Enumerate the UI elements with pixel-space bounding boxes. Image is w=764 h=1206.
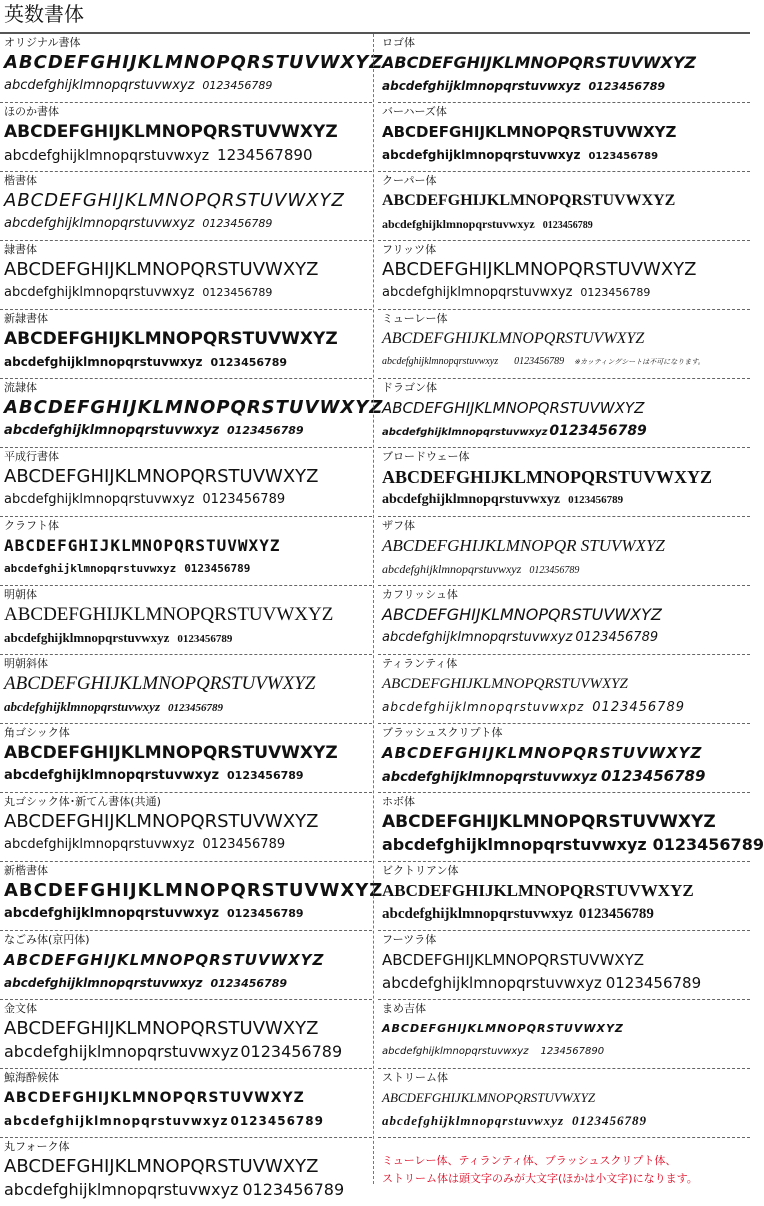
- font-lowercase-sample: [382, 76, 665, 97]
- numbers-text: 0123456789: [202, 837, 286, 852]
- lowercase-text: abcdefghijklmnopqrstuvwxyz: [4, 78, 195, 93]
- font-sample-maru-folk: [0, 1138, 372, 1206]
- font-uppercase-sample: ABCDEFGHIJKLMNOPQRSTUVWXYZ: [382, 467, 713, 487]
- notice-line-1: ミューレー体、ティランティ体、ブラッシュスクリプト体、: [382, 1154, 677, 1167]
- font-name: なごみ体(京円体): [4, 933, 90, 946]
- font-name: ミューレー体: [382, 312, 448, 325]
- font-lowercase-sample: [382, 559, 579, 581]
- lowercase-text: abcdefghijklmnopqrstuvwxyz: [4, 492, 195, 507]
- font-name: クーパー体: [382, 174, 437, 187]
- lowercase-text: abcdefghijklmnopqrstuvwxyz: [4, 768, 220, 783]
- lowercase-text: abcdefghijklmnopqrstuvwxyz: [4, 216, 195, 231]
- font-lowercase-sample: [382, 697, 685, 718]
- font-name: フーツラ体: [382, 933, 437, 946]
- font-lowercase-sample: [382, 1042, 604, 1062]
- font-name: ストリーム体: [382, 1071, 448, 1084]
- font-sample-mincho: [0, 586, 372, 655]
- font-name: 丸ゴシック体･新てん書体(共通): [4, 795, 161, 808]
- left-font-column: [0, 34, 384, 1199]
- font-uppercase-sample: ABCDEFGHIJKLMNOPQRSTUVWXYZ: [4, 397, 384, 418]
- font-name: 丸フォーク体: [4, 1140, 70, 1153]
- font-uppercase-sample: ABCDEFGHIJKLMNOPQRSTUVWXYZ: [4, 673, 316, 694]
- font-name: 新楷書体: [4, 864, 48, 877]
- font-name: 明朝斜体: [4, 657, 48, 670]
- font-lowercase-sample: [4, 766, 304, 786]
- numbers-text: 0123456789: [575, 630, 659, 645]
- font-sample-stream: [378, 1069, 750, 1138]
- font-lowercase-sample: [382, 835, 764, 855]
- numbers-text: 0123456789: [202, 286, 273, 299]
- font-lowercase-sample: [382, 973, 701, 993]
- lowercase-text: abcdefghijklmnopqrstuvwxyz: [382, 79, 581, 93]
- numbers-text: 0123456789: [230, 1114, 324, 1128]
- numbers-text: 1234567890: [217, 146, 313, 164]
- lowercase-text: abcdefghijklmnopqrstuvwxyz: [4, 906, 220, 921]
- font-uppercase-sample: ABCDEFGHIJKLMNOPQRSTUVWXYZ: [4, 1090, 305, 1106]
- font-lowercase-sample: [4, 214, 272, 234]
- page-title: 英数書体: [4, 2, 84, 26]
- font-name: ティランティ体: [382, 657, 458, 670]
- lowercase-text: abcdefghijklmnopqrstuvwxyz: [382, 1046, 529, 1057]
- font-uppercase-sample: ABCDEFGHIJKLMNOPQRSTUVWXYZ: [382, 1022, 624, 1035]
- font-lowercase-sample: [4, 490, 285, 510]
- font-name: ブロードウェー体: [382, 450, 470, 463]
- font-uppercase-sample: ABCDEFGHIJKLMNOPQRSTUVWXYZ: [382, 192, 676, 209]
- font-sample-mamekichi: [378, 1000, 750, 1069]
- font-uppercase-sample: ABCDEFGHIJKLMNOPQRSTUVWXYZ: [382, 812, 716, 832]
- numbers-text: 0123456789: [592, 700, 685, 715]
- font-uppercase-sample: ABCDEFGHIJKLMNOPQRSTUVWXYZ: [4, 880, 384, 901]
- font-uppercase-sample: ABCDEFGHIJKLMNOPQRSTUVWXYZ: [382, 951, 645, 969]
- font-name: バーハーズ体: [382, 105, 447, 118]
- font-sample-dragon: [378, 379, 750, 448]
- font-uppercase-sample: ABCDEFGHIJKLMNOPQRSTUVWXYZ: [382, 744, 703, 762]
- font-uppercase-sample: ABCDEFGHIJKLMNOPQRSTUVWXYZ: [382, 605, 662, 624]
- font-sample-cooper: [378, 172, 750, 241]
- font-sample-logo: [378, 34, 750, 103]
- font-lowercase-sample: [382, 214, 593, 236]
- numbers-text: 1234567890: [540, 1046, 605, 1057]
- font-sample-craft: [0, 517, 372, 586]
- font-lowercase-sample: [4, 352, 287, 373]
- font-lowercase-sample: [4, 559, 250, 579]
- font-name: カフリッシュ体: [382, 588, 458, 601]
- font-sample-kaisho: [0, 172, 372, 241]
- font-sample-broadway: [378, 448, 750, 517]
- font-sample-brush-script: [378, 724, 750, 793]
- font-lowercase-sample: [4, 145, 312, 166]
- font-uppercase-sample: ABCDEFGHIJKLMNOPQRSTUVWXYZ: [382, 53, 697, 72]
- lowercase-text: abcdefghijklmnopqrstuvwxyz: [4, 699, 161, 714]
- numbers-text: 0123456789: [588, 80, 666, 93]
- font-lowercase-sample: [4, 1180, 344, 1200]
- font-uppercase-sample: ABCDEFGHIJKLMNOPQR STUVWXYZ: [382, 536, 665, 555]
- lowercase-text: abcdefghijklmnopqrstuvwxyz: [382, 285, 573, 300]
- lowercase-text: abcdefghijklmnopqrstuvwxyz: [382, 770, 598, 785]
- font-name: ブラッシュスクリプト体: [382, 726, 503, 739]
- font-sample-maru-gothic: [0, 793, 372, 862]
- font-lowercase-sample: [4, 973, 287, 994]
- font-name: 鯨海酔候体: [4, 1071, 59, 1084]
- font-lowercase-sample: [382, 904, 654, 924]
- font-name: フリッツ体: [382, 243, 437, 256]
- font-sample-barhaus: [378, 103, 750, 172]
- font-sample-mincho-italic: [0, 655, 372, 724]
- font-lowercase-sample: [4, 1042, 342, 1062]
- font-sample-futura: [378, 931, 750, 1000]
- numbers-text: 0123456789: [240, 1042, 343, 1061]
- font-lowercase-sample: [382, 490, 623, 510]
- font-sample-grid: [0, 34, 764, 1199]
- lowercase-text: abcdefghijklmnopqrstuvwxyz: [4, 630, 170, 645]
- font-uppercase-sample: ABCDEFGHIJKLMNOPQRSTUVWXYZ: [4, 329, 338, 349]
- font-name: ロゴ体: [382, 36, 415, 49]
- font-sample-ryurei: [0, 379, 384, 448]
- font-sample-reisho: [0, 241, 372, 310]
- font-name: ザフ体: [382, 519, 415, 532]
- font-uppercase-sample: ABCDEFGHIJKLMNOPQRSTUVWXYZ: [382, 1090, 596, 1105]
- numbers-text: 0123456789: [588, 151, 659, 162]
- lowercase-text: abcdefghijklmnopqrstuvwxyz: [382, 217, 535, 231]
- font-uppercase-sample: ABCDEFGHIJKLMNOPQRSTUVWXYZ: [4, 1156, 319, 1177]
- font-uppercase-sample: ABCDEFGHIJKLMNOPQRSTUVWXYZ: [382, 123, 677, 141]
- font-lowercase-sample: [4, 904, 304, 924]
- font-name: クラフト体: [4, 519, 59, 532]
- font-name: 明朝体: [4, 588, 37, 601]
- notice-text: [382, 1152, 698, 1188]
- numbers-text: 0123456789: [578, 906, 654, 922]
- font-lowercase-sample: [382, 283, 650, 303]
- font-sample-shinreisho: [0, 310, 372, 379]
- lowercase-text: abcdefghijklmnopqrstuvwxyz: [4, 1180, 239, 1199]
- lowercase-text: abcdefghijklmnopqrstuvwxyz: [382, 630, 573, 645]
- font-sample-victorian: [378, 862, 750, 931]
- numbers-text: 0123456789: [568, 494, 624, 506]
- numbers-text: 0123456789: [601, 767, 706, 785]
- font-name: まめ吉体: [382, 1002, 426, 1015]
- font-name: 流隷体: [4, 381, 37, 394]
- lowercase-text: abcdefghijklmnopqrstuvwxyz: [4, 1114, 229, 1128]
- lowercase-text: abcdefghijklmnopqrstuvwxyz: [382, 974, 602, 992]
- font-lowercase-sample: [382, 421, 647, 443]
- font-lowercase-sample: [4, 76, 272, 96]
- numbers-text: 0123456789: [652, 835, 764, 854]
- font-uppercase-sample: ABCDEFGHIJKLMNOPQRSTUVWXYZ: [382, 399, 645, 417]
- font-lowercase-sample: [382, 352, 705, 372]
- lowercase-text: abcdefghijklmnopqrstuvwxpz: [382, 700, 585, 714]
- font-uppercase-sample: ABCDEFGHIJKLMNOPQRSTUVWXYZ: [4, 743, 338, 763]
- font-sample-zapf: [378, 517, 750, 586]
- numbers-text: 0123456789: [202, 217, 273, 230]
- font-sample-original: [0, 34, 384, 103]
- font-name: 金文体: [4, 1002, 37, 1015]
- lowercase-text: abcdefghijklmnopqrstuvwxyz: [4, 562, 177, 575]
- font-uppercase-sample: ABCDEFGHIJKLMNOPQRSTUVWXYZ: [4, 122, 338, 142]
- font-sample-kinbun: [0, 1000, 372, 1069]
- numbers-text: 0123456789: [202, 492, 286, 507]
- numbers-text: 0123456789: [542, 220, 593, 231]
- numbers-text: 0123456789: [177, 633, 233, 645]
- column-divider: [373, 34, 374, 1184]
- lowercase-text: abcdefghijklmnopqrstuvwxyz: [382, 906, 573, 922]
- numbers-text: 0123456789: [227, 424, 304, 437]
- font-uppercase-sample: ABCDEFGHIJKLMNOPQRSTUVWXYZ: [4, 259, 319, 280]
- font-sample-fritz: [378, 241, 750, 310]
- font-lowercase-sample: [4, 421, 304, 441]
- font-lowercase-sample: [382, 145, 658, 167]
- font-uppercase-sample: ABCDEFGHIJKLMNOPQRSTUVWXYZ: [4, 466, 319, 487]
- font-lowercase-sample: [382, 628, 658, 648]
- numbers-text: 0123456789: [605, 974, 702, 992]
- font-name: 楷書体: [4, 174, 37, 187]
- lowercase-text: abcdefghijklmnopqrstuvwxyz: [382, 562, 522, 576]
- font-lowercase-sample: [4, 283, 272, 303]
- font-sample-kaku-gothic: [0, 724, 372, 793]
- font-uppercase-sample: ABCDEFGHIJKLMNOPQRSTUVWXYZ: [382, 881, 694, 900]
- lowercase-text: abcdefghijklmnopqrstuvwxyz: [4, 1042, 239, 1061]
- font-uppercase-sample: ABCDEFGHIJKLMNOPQRSTUVWXYZ: [4, 604, 334, 625]
- font-sample-geikai-suikou: [0, 1069, 372, 1138]
- font-sample-heisei-gyosho: [0, 448, 372, 517]
- numbers-text: 0123456789: [242, 1180, 345, 1199]
- lowercase-text: abcdefghijklmnopqrstuvwxyz: [4, 285, 195, 300]
- font-uppercase-sample: ABCDEFGHIJKLMNOPQRSTUVWXYZ: [382, 259, 697, 280]
- lowercase-text: abcdefghijklmnopqrstuvwxyz: [4, 355, 203, 369]
- numbers-text: 0123456789: [227, 907, 304, 920]
- lowercase-text: abcdefghijklmnopqrstuvwxyz: [382, 1113, 565, 1128]
- font-uppercase-sample: ABCDEFGHIJKLMNOPQRSTUVWXYZ: [4, 52, 384, 73]
- lowercase-text: abcdefghijklmnopqrstuvwxyz: [382, 835, 647, 854]
- font-lowercase-sample: [382, 766, 705, 788]
- right-font-column: [378, 34, 764, 1185]
- lowercase-text: abcdefghijklmnopqrstuvwxyz: [382, 492, 561, 507]
- numbers-text: 0123456789: [549, 423, 647, 439]
- lowercase-text: abcdefghijklmnopqrstuvwxyz: [4, 148, 210, 164]
- cutting-sheet-note: ※カッティングシートは不可になります。: [574, 358, 705, 366]
- font-uppercase-sample: ABCDEFGHIJKLMNOPQRSTUVWXYZ: [382, 330, 645, 347]
- numbers-text: 0123456789: [184, 562, 251, 575]
- font-sample-shin-kaisho: [0, 862, 384, 931]
- numbers-text: 0123456789: [529, 565, 580, 576]
- numbers-text: 0123456789: [202, 79, 273, 92]
- font-uppercase-sample: ABCDEFGHIJKLMNOPQRSTUVWXYZ: [4, 190, 345, 211]
- lowercase-text: abcdefghijklmnopqrstuvwxyz: [382, 427, 548, 438]
- font-name: ドラゴン体: [382, 381, 437, 394]
- font-name: 平成行書体: [4, 450, 59, 463]
- lowercase-text: abcdefghijklmnopqrstuvwxyz: [4, 423, 220, 438]
- lowercase-text: abcdefghijklmnopqrstuvwxyz: [382, 148, 581, 162]
- font-uppercase-sample: ABCDEFGHIJKLMNOPQRSTUVWXYZ: [4, 1018, 319, 1039]
- numbers-text: 0123456789: [210, 356, 288, 369]
- notice-line-2: ストリーム体は頭文字のみが大文字(ほかは小文字)になります。: [382, 1172, 698, 1185]
- font-uppercase-sample: ABCDEFGHIJKLMNOPQRSTUVWXYZ: [4, 951, 325, 969]
- numbers-text: 0123456789: [514, 356, 565, 367]
- font-name: ホボ体: [382, 795, 415, 808]
- font-sample-murray: [378, 310, 750, 379]
- font-sample-tiranti: [378, 655, 750, 724]
- font-sample-caflisch: [378, 586, 750, 655]
- font-lowercase-sample: [4, 835, 285, 855]
- font-name: ほのか書体: [4, 105, 59, 118]
- font-lowercase-sample: [4, 1111, 324, 1131]
- font-lowercase-sample: [382, 1111, 647, 1131]
- numbers-text: 0123456789: [227, 769, 304, 782]
- numbers-text: 0123456789: [572, 1113, 648, 1128]
- numbers-text: 0123456789: [210, 977, 288, 990]
- font-sample-honoka: [0, 103, 372, 172]
- lowercase-text: abcdefghijklmnopqrstuvwxyz: [4, 837, 195, 852]
- lowercase-text: abcdefghijklmnopqrstuvwxyz: [4, 976, 203, 990]
- font-name: 隷書体: [4, 243, 37, 256]
- font-lowercase-sample: [4, 697, 223, 718]
- font-sample-hobo: [378, 793, 764, 862]
- font-uppercase-sample: ABCDEFGHIJKLMNOPQRSTUVWXYZ: [4, 811, 319, 832]
- font-name: 角ゴシック体: [4, 726, 70, 739]
- numbers-text: 0123456789: [168, 702, 224, 714]
- font-sample-nagomi: [0, 931, 372, 1000]
- font-name: 新隷書体: [4, 312, 48, 325]
- font-name: オリジナル書体: [4, 36, 81, 49]
- capitalization-notice: [378, 1138, 750, 1206]
- font-uppercase-sample: ABCDEFGHIJKLMNOPQRSTUVWXYZ: [4, 536, 281, 555]
- font-name: ビクトリアン体: [382, 864, 459, 877]
- font-uppercase-sample: ABCDEFGHIJKLMNOPQRSTUVWXYZ: [382, 676, 628, 692]
- font-lowercase-sample: [4, 628, 232, 649]
- lowercase-text: abcdefghijklmnopqrstuvwxyz: [382, 356, 499, 367]
- numbers-text: 0123456789: [580, 286, 651, 299]
